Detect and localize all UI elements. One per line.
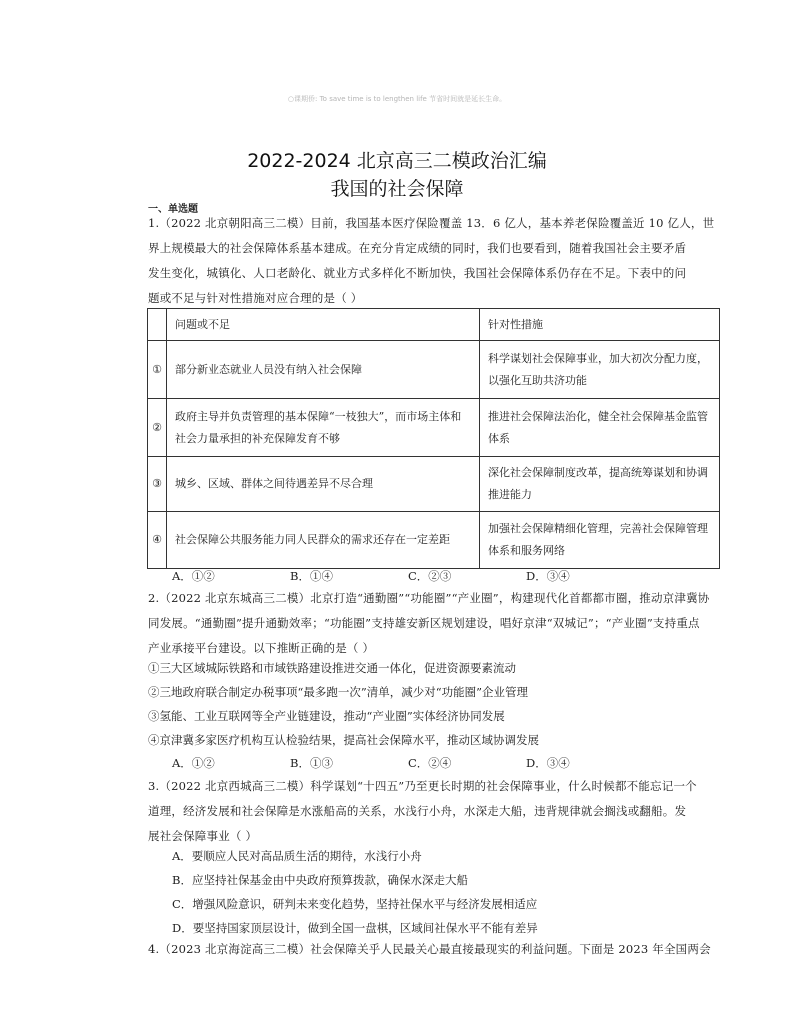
table-row — [148, 341, 720, 399]
table-header-cell: 问题或不足 — [167, 309, 480, 341]
question-line: 产业承接平台建设。以下推断正确的是（ ） — [148, 641, 375, 655]
question-1-stem — [148, 211, 720, 311]
document-title: 2022-2024 北京高三二模政治汇编 — [247, 150, 547, 172]
table-cell: 加强社会保障精细化管理，完善社会保障管理体系和服务网络 — [480, 512, 720, 569]
question-line: 道理，经济发展和社会保障是水涨船高的关系，水浅行小舟，水深走大船，违背规律就会搁浅或翻船。发 — [148, 804, 687, 818]
table-row — [148, 457, 720, 512]
question-line: 展社会保障事业（ ） — [148, 829, 258, 843]
option-c: C．增强风险意识，研判未来变化趋势，坚持社保水平与经济发展相适应 — [172, 897, 538, 911]
option-a: A．①② — [172, 569, 215, 583]
question-1-options — [172, 566, 712, 586]
question-line: 1.（2022 北京朝阳高三二模）目前，我国基本医疗保险覆盖 13．6 亿人，基本养老保险覆盖近 10 亿人，世 — [148, 216, 715, 230]
table-header-row — [148, 309, 720, 341]
question-line: 题或不足与针对性措施对应合理的是（ ） — [148, 291, 363, 305]
table-cell: 推进社会保障法治化，健全社会保障基金监管体系 — [480, 399, 720, 457]
question-4-stem — [148, 937, 720, 962]
question-1-table — [147, 308, 720, 569]
question-3-stem — [148, 774, 720, 849]
question-line: 2.（2022 北京东城高三二模）北京打造“通勤圈”“功能圈”“产业圈”，构建现代化首都都市圈，推动京津冀协 — [148, 591, 710, 605]
table-cell: 科学谋划社会保障事业，加大初次分配力度，以强化互助共济功能 — [480, 341, 720, 399]
option-b: B．应坚持社保基金由中央政府预算拨款，确保水深走大船 — [172, 873, 468, 887]
option-d: D．③④ — [526, 569, 570, 583]
option-d: D．③④ — [526, 756, 570, 770]
table-header-cell — [148, 309, 167, 341]
table-cell: 部分新业态就业人员没有纳入社会保障 — [167, 341, 480, 399]
statement-4: ④京津冀多家医疗机构互认检验结果，提高社会保障水平，推动区域协调发展 — [148, 733, 539, 747]
table-cell: ④ — [148, 512, 167, 569]
question-line: 界上规模最大的社会保障体系基本建成。在充分肯定成绩的同时，我们也要看到，随着我国社会主要矛盾 — [148, 241, 687, 255]
statement-2: ②三地政府联合制定办税事项“最多跑一次”清单，减少对“功能圈”企业管理 — [148, 685, 529, 699]
document-subtitle: 我国的社会保障 — [330, 178, 464, 200]
option-d: D．要坚持国家顶层设计，做到全国一盘棋，区域间社保水平不能有差异 — [172, 921, 538, 935]
question-2-stem — [148, 586, 720, 661]
statement-3: ③氢能、工业互联网等全产业链建设，推动“产业圈”实体经济协同发展 — [148, 709, 505, 723]
question-2-options — [172, 753, 712, 773]
option-a: A．要顺应人民对高品质生活的期待，水浅行小舟 — [172, 849, 422, 863]
table-cell: ② — [148, 399, 167, 457]
question-line: 4.（2023 北京海淀高三二模）社会保障关乎人民最关心最直接最现实的利益问题。下面是 2023 年全国两会 — [148, 942, 711, 956]
table-row — [148, 512, 720, 569]
table-cell: ③ — [148, 457, 167, 512]
option-b: B．①④ — [290, 569, 333, 583]
table-cell: ① — [148, 341, 167, 399]
option-a: A．①② — [172, 756, 215, 770]
table-cell: 深化社会保障制度改革，提高统筹谋划和协调推进能力 — [480, 457, 720, 512]
section-heading: 一、单选题 — [148, 204, 198, 215]
question-line: 同发展。“通勤圈”提升通勤效率；“功能圈”支持雄安新区规划建设，唱好京津“双城记”；“产业圈”支持重点 — [148, 616, 700, 630]
option-b: B．①③ — [290, 756, 333, 770]
table-header-cell: 针对性措施 — [480, 309, 720, 341]
question-line: 发生变化，城镇化、人口老龄化、就业方式多样化不断加快，我国社会保障体系仍存在不足。下表中的问 — [148, 266, 687, 280]
table-cell: 政府主导并负责管理的基本保障“一枝独大”，而市场主体和社会力量承担的补充保障发育不够 — [167, 399, 480, 457]
option-c: C．②④ — [408, 756, 452, 770]
table-cell: 社会保障公共服务能力同人民群众的需求还存在一定差距 — [167, 512, 480, 569]
table-cell: 城乡、区域、群体之间待遇差异不尽合理 — [167, 457, 480, 512]
option-c: C．②③ — [408, 569, 452, 583]
table-row — [148, 399, 720, 457]
header-note: ○课期侨: To save time is to lengthen life 节省时间就是延长生命。 — [287, 95, 507, 103]
question-line: 3.（2022 北京西城高三二模）科学谋划“十四五”乃至更长时期的社会保障事业，什么时候都不能忘记一个 — [148, 779, 697, 793]
statement-1: ①三大区域城际铁路和市域铁路建设推进交通一体化，促进资源要素流动 — [148, 661, 516, 675]
